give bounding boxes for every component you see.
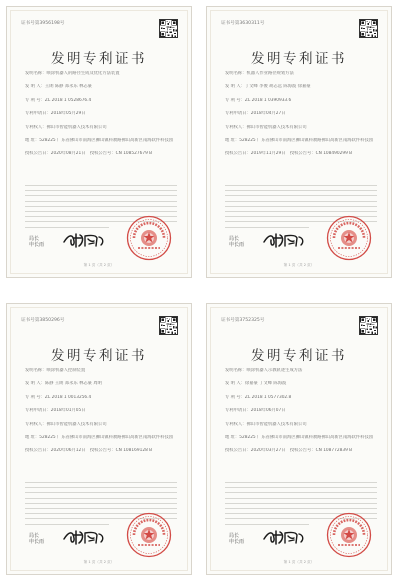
- fine-print-line: [25, 487, 177, 488]
- fine-print-line: [225, 487, 377, 488]
- fine-print-line: [225, 227, 309, 228]
- fine-print-line: [25, 227, 109, 228]
- fine-print-line: [25, 524, 109, 525]
- certificate-details: [225, 71, 377, 165]
- certificate-number: 证书号第3956198号: [21, 21, 65, 26]
- director-signature-icon: [261, 229, 307, 251]
- certificate-number: 证书号第3752325号: [221, 318, 265, 323]
- fine-print-line: [25, 206, 177, 207]
- certificate-field: 发明名称：机器人作业路径规划方法: [225, 71, 294, 76]
- fine-print-line: [225, 206, 377, 207]
- certificate-field: 授权公告日：2019年11月29日 授权公告号：CN 108490299 B: [225, 151, 353, 157]
- page-footer: 第 1 页（共 2 页）: [283, 560, 315, 564]
- certificate-details: [225, 368, 377, 462]
- certificate-field: 专利权人：佛山市智能机器人技术有限公司: [25, 421, 107, 427]
- fine-print-line: [25, 195, 177, 196]
- official-seal-icon: [126, 215, 172, 261]
- fine-print-line: [25, 503, 177, 504]
- director-label: 局长 申长雨: [229, 236, 245, 248]
- certificate-field: 专利权人：佛山市智能机器人技术有限公司: [25, 124, 107, 130]
- certificate-field: 专 利 号：ZL 2018 1 0528676.4: [25, 97, 92, 103]
- certificate-field: 专利申请日：2018年05月29日: [25, 111, 86, 117]
- director-signature-icon: [61, 526, 107, 548]
- certificate-details: [25, 368, 177, 462]
- certificate-title: 发明专利证书: [51, 51, 147, 67]
- certificate-title: 发明专利证书: [251, 51, 347, 67]
- certificate-details: [25, 71, 177, 165]
- official-seal-icon: [126, 512, 172, 558]
- certificate-field: 专利申请日：2018年06月07日: [225, 408, 286, 414]
- fine-print-line: [25, 482, 177, 483]
- fine-print-line: [225, 195, 377, 196]
- qr-code-icon: [359, 316, 378, 335]
- certificate-field: 发 明 人：王朗 陈静 郑永乐 林志豪: [25, 84, 92, 90]
- certificate-field: 专 利 号：ZL 2018 1 0577302.8: [225, 394, 292, 400]
- patent-certificate: [6, 6, 192, 278]
- certificate-field: 授权公告日：2020年03月27日 授权公告号：CN 108772839 B: [225, 448, 353, 454]
- qr-code-icon: [159, 316, 178, 335]
- fine-print-line: [25, 492, 177, 493]
- certificate-field: 专利权人：佛山市智能机器人技术有限公司: [225, 124, 307, 130]
- fine-print-line: [225, 190, 377, 191]
- fine-print-line: [225, 492, 377, 493]
- fine-print-line: [225, 482, 377, 483]
- director-label: 局长 申长雨: [29, 533, 45, 545]
- certificate-field: 专 利 号：ZL 2018 1 0390933.6: [225, 97, 292, 103]
- director-label: 局长 申长雨: [229, 533, 245, 545]
- fine-print-line: [225, 524, 309, 525]
- certificate-field: 地 址：528225 广东省佛山市南海区狮山镇科教路佛山高新区南海软件科技园: [225, 434, 374, 440]
- fine-print-line: [25, 498, 177, 499]
- page-footer: 第 1 页（共 2 页）: [83, 263, 115, 267]
- patent-certificate: [6, 303, 192, 575]
- director-signature-icon: [261, 526, 307, 548]
- certificate-field: 专利申请日：2018年04月27日: [225, 111, 286, 117]
- fine-print-line: [25, 201, 177, 202]
- director-label: 局长 申长雨: [29, 236, 45, 248]
- certificate-field: 地 址：528225 广东省佛山市南海区狮山镇科教路佛山高新区南海软件科技园: [25, 434, 174, 440]
- certificate-field: 发 明 人：徐嘉豪 丁文峰 陈海波: [225, 381, 287, 387]
- certificate-number: 证书号第3630311号: [221, 21, 265, 26]
- official-seal-icon: [326, 512, 372, 558]
- patent-certificate: [206, 6, 392, 278]
- certificate-title: 发明专利证书: [251, 348, 347, 364]
- certificate-field: 发明名称：喷涂机器人示教轨迹生成方法: [225, 368, 303, 373]
- fine-print-line: [25, 508, 177, 509]
- certificate-field: 专 利 号：ZL 2018 1 0013256.4: [25, 394, 92, 400]
- qr-code-icon: [159, 19, 178, 38]
- certificate-field: 授权公告日：2020年06月12日 授权公告号：CN 108169128 B: [25, 448, 153, 454]
- certificate-field: 地 址：528225 广东省佛山市南海区狮山镇科教路佛山高新区南海软件科技园: [225, 137, 374, 143]
- fine-print-line: [25, 211, 177, 212]
- fine-print-line: [225, 185, 377, 186]
- certificate-field: 发 明 人：丁文峰 李俊 胡志远 陈海波 徐嘉豪: [225, 84, 311, 90]
- fine-print-line: [25, 185, 177, 186]
- certificate-field: 专利申请日：2018年01月05日: [25, 408, 86, 414]
- certificate-field: 专利权人：佛山市智能机器人技术有限公司: [225, 421, 307, 427]
- certificate-title: 发明专利证书: [51, 348, 147, 364]
- fine-print-line: [225, 498, 377, 499]
- official-seal-icon: [326, 215, 372, 261]
- fine-print-line: [225, 201, 377, 202]
- patent-certificate: [206, 303, 392, 575]
- certificate-number: 证书号第3850296号: [21, 318, 65, 323]
- fine-print-line: [225, 211, 377, 212]
- certificate-field: 发明名称：喷涂机器人的路径生成及优化方法装置: [25, 71, 120, 76]
- fine-print-line: [25, 190, 177, 191]
- certificate-field: 发明名称：喷涂机器人控制装置: [25, 368, 86, 373]
- fine-print-line: [225, 503, 377, 504]
- page-footer: 第 1 页（共 2 页）: [83, 560, 115, 564]
- page-footer: 第 1 页（共 2 页）: [283, 263, 315, 267]
- fine-print-line: [225, 508, 377, 509]
- certificate-field: 授权公告日：2020年08月21日 授权公告号：CN 108527679 B: [25, 151, 153, 157]
- director-signature-icon: [61, 229, 107, 251]
- qr-code-icon: [359, 19, 378, 38]
- certificate-field: 发 明 人：陈静 王朗 郑永乐 林志豪 周明: [25, 381, 102, 387]
- certificate-field: 地 址：528225 广东省佛山市南海区狮山镇科教路佛山高新区南海软件科技园: [25, 137, 174, 143]
